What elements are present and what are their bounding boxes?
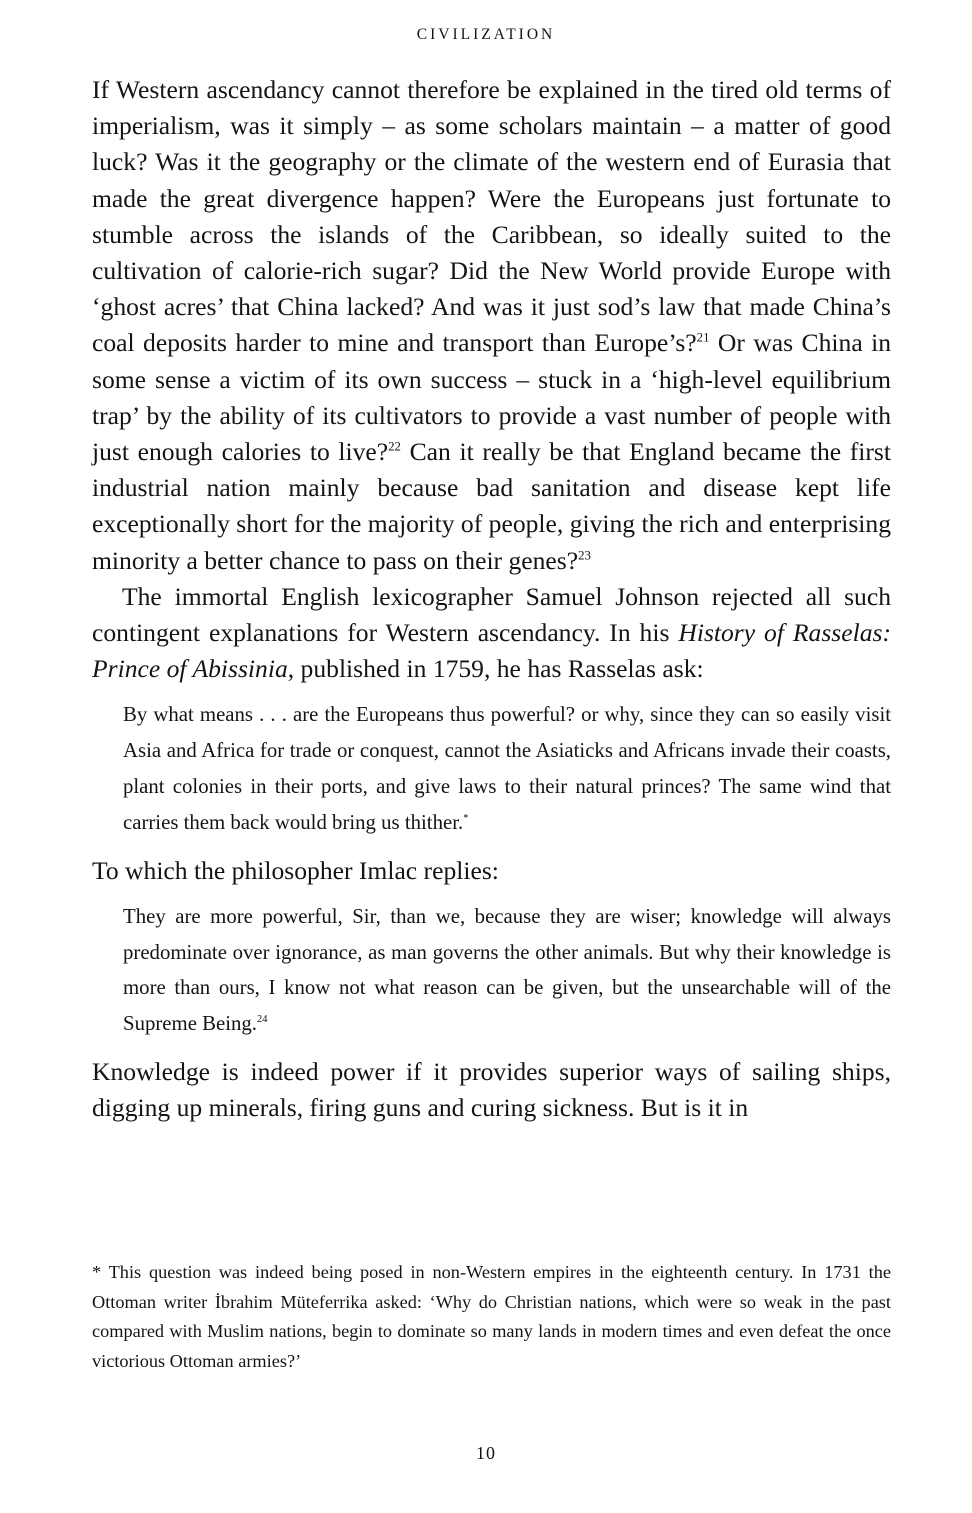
bridge-line: To which the philosopher Imlac replies: [92, 855, 499, 885]
endnote-ref-23: 23 [578, 548, 591, 563]
endnote-ref-21: 21 [696, 330, 710, 345]
block-quote-imlac [123, 899, 891, 1042]
block-quote-rasselas [123, 697, 891, 840]
paragraph-3: Knowledge is indeed power if it provides superior ways of sailing ships, digging up minerals, firing guns and curing sickness. But is it in [92, 1057, 891, 1123]
main-text [92, 72, 891, 1126]
quote-1-text: By what means . . . are the Europeans thus powerful? or why, since they can so easily visit Asia and Africa for trade or conquest, cannot the Asiaticks and Africans invade their coasts, plant colonies in their ports, and give laws to their natural princes? The same wind that carries them back would bring us thither. [123, 703, 891, 834]
paragraph-1-text-c: Can it really be that England became the first industrial nation mainly because bad sanitation and disease kept life exceptionally short for the majority of people, giving the rich and enterprising minority a better chance to pass on their genes? [92, 437, 891, 575]
footnote-text: * This question was indeed being posed in non-Western empires in the eighteenth century. In 1731 the Ottoman writer İbrahim Müteferrika asked: ‘Why do Christian nations, which were so weak in the past compared with Muslim nations, begin to dominate so many lands in modern times and even defeat the once victorious Ottoman armies?’ [92, 1262, 891, 1371]
book-title: History of Rasselas: Prince of Abissinia [92, 618, 891, 684]
page-number: 10 [476, 1443, 496, 1463]
endnote-ref-22: 22 [388, 439, 401, 454]
running-head: CIVILIZATION [416, 26, 556, 43]
footnote [92, 1258, 891, 1376]
paragraph-2 [92, 579, 891, 688]
paragraph-1-text-a: If Western ascendancy cannot therefore be explained in the tired old terms of imperialism, was it simply – as some scholars maintain – a matter of good luck? Was it the geography or the climate of the western end of Eurasia that made the great divergence happen? Were the Europeans just fortunate to stumble across the islands of the Caribbean, so ideally suited to the cultivation of calorie-rich sugar? Did the New World provide Europe with ‘ghost acres’ that China lacked? And was it just sod’s law that made China’s coal deposits harder to mine and transport than Europe’s? [92, 75, 891, 358]
paragraph-2-text-a: The immortal English lexicographer Samuel Johnson rejected all such contingent explanations for Western ascendancy. In his [92, 581, 891, 648]
paragraph-1 [92, 72, 891, 579]
endnote-ref-24: 24 [257, 1014, 268, 1026]
paragraph-1-text-b: Or was China in some sense a victim of its own success – stuck in a ‘high-level equilibrium trap’ by the ability of its cultivators to provide a vast number of people with just enough calories to live? [92, 328, 892, 467]
footnote-marker: * [463, 813, 469, 825]
paragraph-2-text-b: , published in 1759, he has Rasselas ask: [287, 654, 704, 684]
quote-2-text: They are more powerful, Sir, than we, because they are wiser; knowledge will always predominate over ignorance, as man governs the other animals. But why their knowledge is more than ours, I know not what reason can be given, but the unsearchable will of the Supreme Being. [123, 904, 891, 1036]
